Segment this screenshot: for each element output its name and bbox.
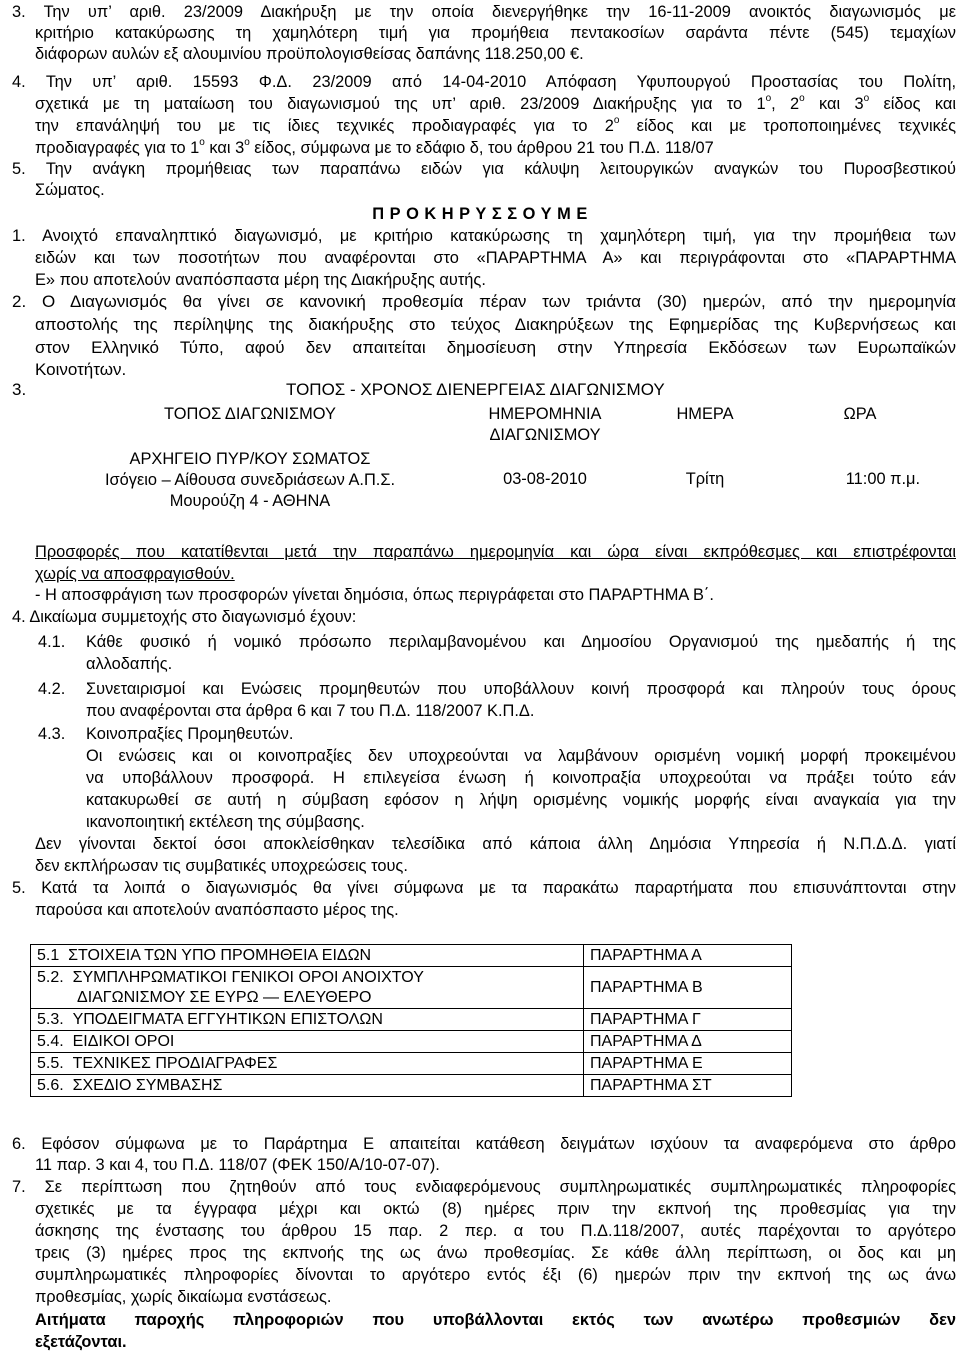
para43-line-2: Οι ενώσεις και οι κοινοπραξίες δεν υποχρεούνται να λαμβάνουν ορισμένη νομική μορφή προκειμένου [86, 747, 956, 765]
para7-line-2: σχετικές με τα έγγραφα μέχρι και οκτώ (8) ημέρες πριν την εκπνοή της προθεσμίας για την [35, 1200, 956, 1218]
schedule-time: 11:00 π.μ. [845, 469, 920, 488]
para7-bold-line-2: εξετάζονται. [35, 1333, 127, 1351]
para41-line-1: Κάθε φυσικό ή νομικό πρόσωπο περιλαμβανομένου και Δημοσίου Οργανισμού της ημεδαπής ή της [86, 633, 956, 651]
schedule-place: ΑΡΧΗΓΕΙΟ ΠΥΡ/ΚΟΥ ΣΩΜΑΤΟΣ Ισόγειο – Αίθουσα συνεδριάσεων Α.Π.Σ. Μουρούζη 4 - ΑΘΗΝΑ [104, 450, 396, 510]
annex-table [30, 944, 792, 1097]
para1-line-3: Ε» που αποτελούν αναπόσπαστα μέρη της Διακήρυξης αυτής. [35, 271, 486, 289]
para2-line-3: στον Ελληνικό Τύπο, αφού δεν απαιτείται δημοσίευση στην Υπηρεσία Εκδόσεων των Ευρωπαϊκών [35, 338, 956, 357]
para41-number: 4.1. [38, 633, 66, 651]
item4-line-1: 4. Την υπ’ αριθ. 15593 Φ.Δ. 23/2009 από 14-04-2010 Απόφαση Υφυπουργού Προστασίας του Πολίτη, [12, 73, 956, 91]
para1-line-1: 1. Ανοιχτό επαναληπτικό διαγωνισμό, με κριτήριο κατακύρωσης τη χαμηλότερη τιμή, για την προμήθεια των [12, 227, 956, 245]
para43-line-6: Δεν γίνονται δεκτοί όσοι αποκλείσθηκαν τελεσίδικα από κάποια άλλη Δημόσια Υπηρεσία ή Ν.Π.Δ.Δ. γιατί [35, 835, 956, 853]
item5-line-2: Σώματος. [35, 181, 105, 199]
para7-line-4: τρεις (3) ημέρες προς της εκπνοής της ως άνω προθεσμίας. Σε κάθε άλλη περίπτωση, οι δος και μη [35, 1244, 956, 1262]
item4-line-4: προδιαγραφές για το $1^o$ και $3^o$ είδος, σύμφωνα με το εδάφιο δ, του άρθρου 21 του Π.Δ. 118/07 [35, 137, 714, 157]
para3-number: 3. [12, 380, 27, 399]
para43-line-7: δεν εκπλήρωσαν τις συμβατικές υποχρεώσεις τους. [35, 857, 408, 875]
schedule-header-day: ΗΜΕΡΑ [676, 405, 734, 423]
para2-line-1: 2. Ο Διαγωνισμός θα γίνει σε κανονική προθεσμία πέραν των τριάντα (30) ημερών, από την ημερομηνία [12, 292, 956, 311]
para5-line-2: παρούσα και αποτελούν αναπόσπαστο μέρος της. [35, 901, 399, 919]
proclamation-heading: Π Ρ Ο Κ Η Ρ Υ Σ Σ Ο Υ Μ Ε [372, 205, 588, 223]
para43-line-3: να υποβάλλουν προσφορά. Η επιλεγείσα ένωση ή κοινοπραξία υποχρεούται να πράξει τούτο εάν [86, 769, 956, 787]
para43-line-1: Κοινοπραξίες Προμηθευτών. [86, 725, 294, 743]
para7-line-1: 7. Σε περίπτωση που ζητηθούν από τους ενδιαφερόμενους συμπληρωματικές συμπληρωματικές πληροφορίες [12, 1178, 956, 1196]
para7-line-6: προθεσμίας, χωρίς δικαίωμα ενστάσεως. [35, 1288, 332, 1306]
para7-line-3: άσκησης της ένστασης του άρθρου 15 παρ. 2 περ. α του Π.Δ.118/2007, αυτές παρέχονται το αργότερο [35, 1222, 956, 1240]
offers-note-line-2: χωρίς να αποσφραγισθούν. [35, 565, 235, 583]
schedule-data-row [40, 446, 940, 512]
item3-line-1: 3. Την υπ’ αριθ. 23/2009 Διακήρυξη με την οποία διενεργήθηκε την 16-11-2009 ανοικτός διαγωνισμός με [12, 3, 956, 21]
para4-title: 4. Δικαίωμα συμμετοχής στο διαγωνισμό έχουν: [12, 608, 357, 626]
para43-number: 4.3. [38, 725, 66, 743]
annex-row: 5.1 ΣΤΟΙΧΕΙΑ ΤΩΝ ΥΠΟ ΠΡΟΜΗΘΕΙΑ ΕΙΔΩΝ ΠΑΡΑΡΤΗΜΑ Α [31, 945, 792, 967]
schedule-header-row [40, 404, 940, 446]
annex-row: 5.5. ΤΕΧΝΙΚΕΣ ΠΡΟΔΙΑΓΡΑΦΕΣ ΠΑΡΑΡΤΗΜΑ Ε [31, 1053, 792, 1075]
schedule-table [40, 404, 940, 512]
para43-line-5: ικανοποιητική εκτέλεση της σύμβασης. [86, 813, 365, 831]
para6-line-1: 6. Εφόσον σύμφωνα με το Παράρτημα Ε απαιτείται κατάθεση δειγμάτων ισχύουν τα αναφερόμενα στο άρθρο [12, 1135, 956, 1153]
item4-line-2: σχετικά με τη ματαίωση του διαγωνισμού της υπ’ αριθ. 23/2009 Διακήρυξης για το $1^o$, $2^o$ και $3^o$ είδος και [35, 94, 956, 113]
opening-note: - Η αποσφράγιση των προσφορών γίνεται δημόσια, όπως περιγράφεται στο ΠΑΡΑΡΤΗΜΑ Β΄. [35, 586, 714, 604]
para7-bold-line-1: Αιτήματα παροχής πληροφοριών που υποβάλλονται εκτός των ανωτέρω προθεσμιών δεν [35, 1311, 956, 1329]
para3-title: ΤΟΠΟΣ - ΧΡΟΝΟΣ ΔΙΕΝΕΡΓΕΙΑΣ ΔΙΑΓΩΝΙΣΜΟΥ [286, 380, 665, 399]
para42-line-2: που αναφέρονται στα άρθρα 6 και 7 του Π.Δ. 118/2007 Κ.Π.Δ. [86, 702, 535, 720]
para43-line-4: κατακυρωθεί σε αυτή η σύμβαση εφόσον η λήψη ορισμένης νομικής μορφής είναι αναγκαία για την [86, 791, 956, 809]
annex-row: 5.3. ΥΠΟΔΕΙΓΜΑΤΑ ΕΓΓΥΗΤΙΚΩΝ ΕΠΙΣΤΟΛΩΝ ΠΑΡΑΡΤΗΜΑ Γ [31, 1009, 792, 1031]
offers-note-line-1: Προσφορές που κατατίθενται μετά την παραπάνω ημερομηνία και ώρα είναι εκπρόθεσμες και επιστρέφονται [35, 543, 956, 561]
schedule-header-place: ΤΟΠΟΣ ΔΙΑΓΩΝΙΣΜΟΥ [164, 405, 336, 423]
schedule-header-time: ΩΡΑ [843, 405, 877, 423]
item4-line-3: την επανάληψή του με τις ίδιες τεχνικές προδιαγραφές για το $2^o$ είδος και με τροποποιημένες τεχνικές [35, 116, 956, 135]
schedule-day: Τρίτη [685, 469, 725, 488]
para2-line-2: αποστολής της περίληψης της διακήρυξης στο τεύχος Διακηρύξεων της Εφημερίδας της Κυβερνήσεως και [35, 315, 956, 334]
para6-line-2: 11 παρ. 3 και 4, του Π.Δ. 118/07 (ΦΕΚ 150/Α/10-07-07). [35, 1156, 440, 1174]
para1-line-2: ειδών και των ποσοτήτων που αναφέρονται στο «ΠΑΡΑΡΤΗΜΑ Α» και περιγράφονται στο «ΠΑΡΑΡΤΗΜΑ [35, 249, 956, 267]
annex-row: 5.6. ΣΧΕΔΙΟ ΣΥΜΒΑΣΗΣ ΠΑΡΑΡΤΗΜΑ ΣΤ [31, 1075, 792, 1097]
schedule-date: 03-08-2010 [503, 469, 587, 488]
para41-line-2: αλλοδαπής. [86, 655, 173, 673]
annex-row: 5.2. ΣΥΜΠΛΗΡΩΜΑΤΙΚΟΙ ΓΕΝΙΚΟΙ ΟΡΟΙ ΑΝΟΙΧΤΟΥ ΔΙΑΓΩΝΙΣΜΟΥ ΣΕ ΕΥΡΩ — ΕΛΕΥΘΕΡΟ ΠΑΡΑΡΤΗΜΑ Β [31, 967, 792, 1009]
para5-line-1: 5. Κατά τα λοιπά ο διαγωνισμός θα γίνει σύμφωνα με τα παρακάτω παραρτήματα που επισυνάπτονται στην [12, 879, 956, 897]
schedule-header-date: ΗΜΕΡΟΜΗΝΙΑ ΔΙΑΓΩΝΙΣΜΟΥ [488, 405, 602, 444]
item5-line-1: 5. Την ανάγκη προμήθειας των παραπάνω ειδών για κάλυψη λειτουργικών αναγκών του Πυροσβεστικού [12, 160, 956, 178]
item3-line-3: διάφορων αυλών εξ αλουμινίου προϋπολογισθείσας δαπάνης 118.250,00 €. [35, 45, 584, 63]
para42-number: 4.2. [38, 680, 66, 698]
para42-line-1: Συνεταιρισμοί και Ενώσεις προμηθευτών που υποβάλλουν κοινή προσφορά και πληρούν τους όρους [86, 680, 956, 698]
para7-line-5: συμπληρωματικές πληροφορίες δίνονται το αργότερο εντός έξι (6) ημερών πριν την εκπνοή της ως άνω [35, 1266, 956, 1284]
item3-line-2: κριτήριο κατακύρωσης τη χαμηλότερη τιμή για προμήθεια πεντακοσίων σαράντα πέντε (545) τεμαχίων [35, 24, 956, 42]
annex-row: 5.4. ΕΙΔΙΚΟΙ ΟΡΟΙ ΠΑΡΑΡΤΗΜΑ Δ [31, 1031, 792, 1053]
para2-line-4: Κοινοτήτων. [35, 360, 127, 379]
